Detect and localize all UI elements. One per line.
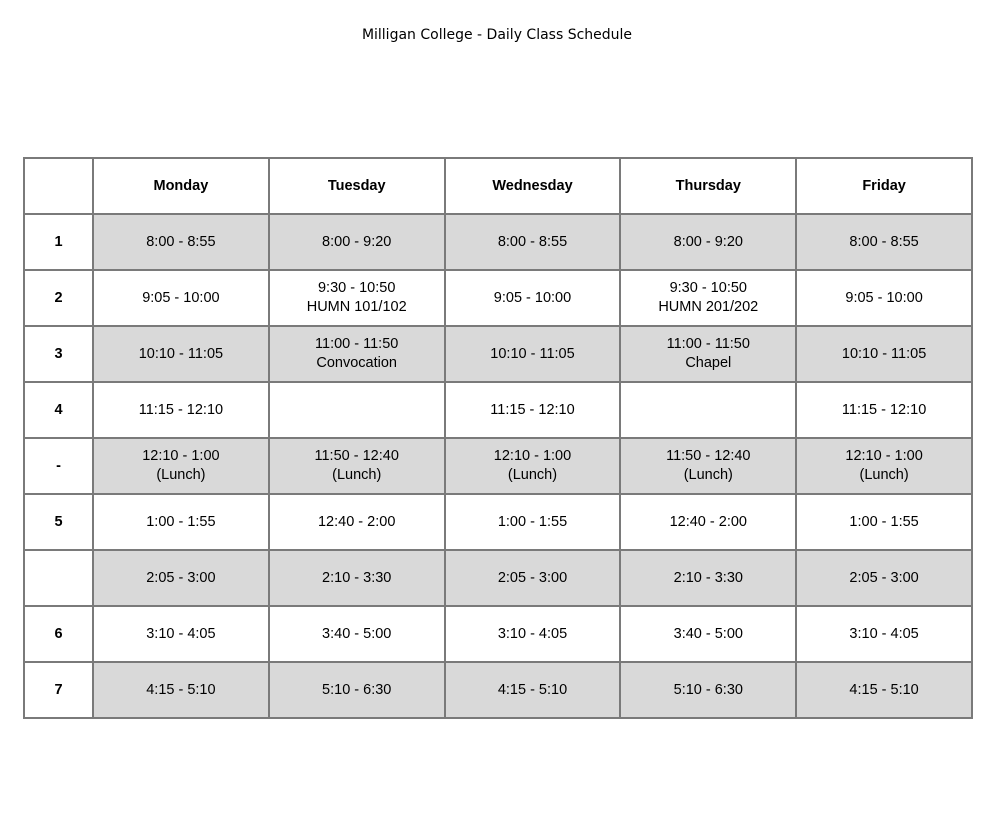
time-cell	[620, 214, 796, 270]
time-cell	[93, 606, 269, 662]
time-cell	[445, 382, 621, 438]
time-range: 8:00 - 8:55	[146, 233, 216, 250]
time-cell	[445, 438, 621, 494]
time-range: 10:10 - 11:05	[841, 345, 927, 362]
schedule-table	[23, 157, 973, 719]
time-cell	[93, 214, 269, 270]
time-range: 8:00 - 9:20	[322, 233, 392, 250]
time-cell	[796, 550, 972, 606]
time-range: 9:30 - 10:50	[669, 280, 747, 296]
time-range: 1:00 - 1:55	[497, 513, 568, 530]
time-range: 2:05 - 3:00	[849, 569, 919, 586]
period-cell: 7	[24, 662, 93, 718]
time-range: 1:00 - 1:55	[146, 513, 216, 530]
time-cell	[796, 662, 972, 718]
time-range: 10:10 - 11:05	[138, 345, 224, 362]
time-cell	[796, 382, 972, 438]
time-cell	[269, 382, 445, 438]
table-row	[24, 326, 972, 382]
time-cell	[796, 270, 972, 326]
period-header	[24, 158, 93, 214]
time-range: 2:10 - 3:30	[673, 569, 743, 586]
time-range: 2:05 - 3:00	[497, 569, 568, 586]
time-cell	[445, 662, 621, 718]
time-cell	[445, 606, 621, 662]
time-range: 11:00 - 11:50	[666, 336, 750, 352]
time-range: 12:40 - 2:00	[669, 513, 747, 530]
time-cell	[445, 494, 621, 550]
period-cell: 4	[24, 382, 93, 438]
time-cell	[269, 662, 445, 718]
session-note: (Lunch)	[507, 467, 558, 483]
table-row	[24, 382, 972, 438]
day-header: Friday	[796, 158, 972, 214]
time-cell	[445, 550, 621, 606]
time-range: 12:10 - 1:00	[142, 448, 220, 464]
time-cell	[93, 326, 269, 382]
time-cell	[269, 494, 445, 550]
time-range: 3:10 - 4:05	[146, 625, 216, 642]
time-range: 11:50 - 12:40	[666, 448, 751, 464]
time-range: 1:00 - 1:55	[849, 513, 919, 530]
period-cell: 5	[24, 494, 93, 550]
time-range: 10:10 - 11:05	[490, 345, 575, 362]
time-range: 2:10 - 3:30	[322, 569, 392, 586]
time-cell	[269, 270, 445, 326]
time-range: 8:00 - 8:55	[497, 233, 568, 250]
table-row	[24, 214, 972, 270]
time-cell	[620, 382, 796, 438]
time-range: 12:40 - 2:00	[317, 513, 396, 530]
time-range: 4:15 - 5:10	[497, 681, 568, 698]
time-cell	[269, 550, 445, 606]
time-cell	[620, 326, 796, 382]
day-header: Thursday	[620, 158, 796, 214]
table-row	[24, 438, 972, 494]
time-range: 3:40 - 5:00	[673, 625, 743, 642]
day-header: Wednesday	[445, 158, 621, 214]
time-cell	[620, 550, 796, 606]
time-range: 4:15 - 5:10	[146, 681, 216, 698]
table-row	[24, 494, 972, 550]
table-row	[24, 550, 972, 606]
time-cell	[93, 550, 269, 606]
time-range: 11:50 - 12:40	[314, 448, 399, 464]
time-range: 3:10 - 4:05	[497, 625, 568, 642]
time-cell	[796, 326, 972, 382]
time-range: 3:40 - 5:00	[322, 625, 392, 642]
time-range: 11:00 - 11:50	[315, 336, 399, 352]
time-cell	[620, 606, 796, 662]
time-range: 4:15 - 5:10	[849, 681, 919, 698]
time-cell	[620, 662, 796, 718]
time-cell	[796, 214, 972, 270]
session-note: (Lunch)	[683, 467, 733, 483]
page-title: Milligan College - Daily Class Schedule	[361, 27, 633, 43]
session-note: Chapel	[685, 355, 732, 371]
time-cell	[269, 606, 445, 662]
time-range: 9:05 - 10:00	[142, 289, 220, 306]
header-row	[24, 158, 972, 214]
period-cell: 3	[24, 326, 93, 382]
time-range: 11:15 - 12:10	[138, 401, 224, 418]
session-note: (Lunch)	[332, 467, 382, 483]
time-cell	[445, 270, 621, 326]
table-row	[24, 270, 972, 326]
session-note: HUMN 101/102	[306, 299, 407, 315]
period-cell	[24, 550, 93, 606]
time-cell	[796, 494, 972, 550]
time-cell	[269, 326, 445, 382]
time-cell	[796, 606, 972, 662]
session-note: Convocation	[316, 355, 397, 371]
time-cell	[620, 494, 796, 550]
time-range: 9:05 - 10:00	[493, 289, 572, 306]
day-header: Monday	[93, 158, 269, 214]
time-range: 5:10 - 6:30	[322, 681, 392, 698]
schedule-body	[24, 214, 972, 718]
time-cell	[269, 438, 445, 494]
time-cell	[93, 382, 269, 438]
time-cell	[796, 438, 972, 494]
period-cell: -	[24, 438, 93, 494]
time-cell	[445, 326, 621, 382]
time-range: 12:10 - 1:00	[845, 448, 923, 464]
period-cell: 6	[24, 606, 93, 662]
period-cell: 1	[24, 214, 93, 270]
time-range: 11:15 - 12:10	[490, 401, 575, 418]
session-note: (Lunch)	[156, 467, 206, 483]
time-cell	[269, 214, 445, 270]
time-cell	[620, 438, 796, 494]
time-range: 12:10 - 1:00	[493, 448, 572, 464]
time-range: 8:00 - 8:55	[849, 233, 919, 250]
time-range: 2:05 - 3:00	[146, 569, 216, 586]
time-range: 3:10 - 4:05	[849, 625, 919, 642]
time-cell	[445, 214, 621, 270]
table-row	[24, 662, 972, 718]
time-range: 5:10 - 6:30	[673, 681, 743, 698]
time-range: 9:05 - 10:00	[845, 289, 923, 306]
time-range: 9:30 - 10:50	[317, 280, 396, 296]
time-cell	[93, 270, 269, 326]
day-header: Tuesday	[269, 158, 445, 214]
time-cell	[93, 438, 269, 494]
session-note: HUMN 201/202	[658, 299, 759, 315]
time-range: 8:00 - 9:20	[673, 233, 743, 250]
session-note: (Lunch)	[859, 467, 909, 483]
time-cell	[620, 270, 796, 326]
time-cell	[93, 662, 269, 718]
period-cell: 2	[24, 270, 93, 326]
table-row	[24, 606, 972, 662]
time-range: 11:15 - 12:10	[841, 401, 927, 418]
time-cell	[93, 494, 269, 550]
